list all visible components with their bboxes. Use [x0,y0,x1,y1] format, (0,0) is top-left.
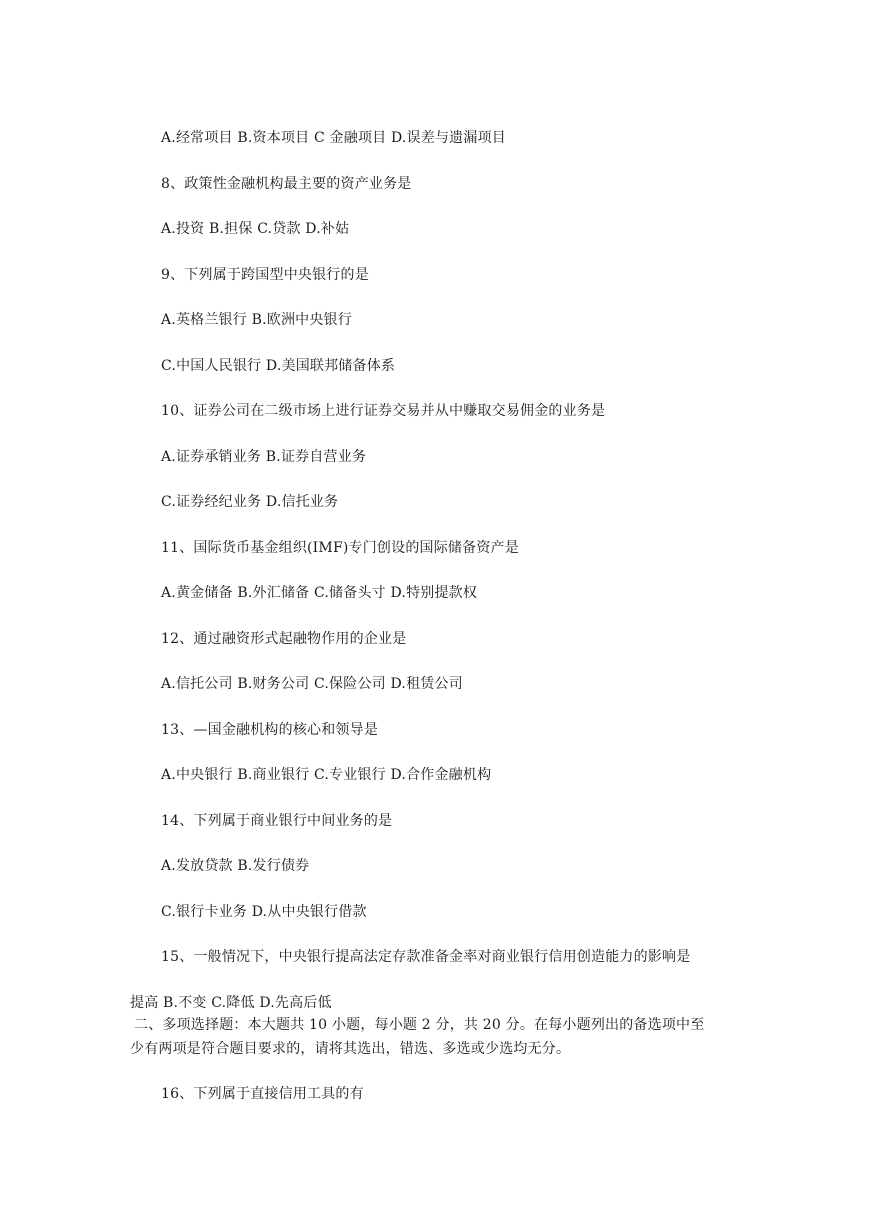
q9-options-line1: A.英格兰银行 B.欧洲中央银行 [161,312,352,328]
q8-question: 8、政策性金融机构最主要的资产业务是 [161,176,412,192]
q10-options-line1: A.证券承销业务 B.证券自营业务 [161,449,367,465]
q13-options: A.中央银行 B.商业银行 C.专业银行 D.合作金融机构 [161,767,492,783]
q10-options-line2: C.证券经纪业务 D.信托业务 [161,494,339,510]
q8-options: A.投资 B.担保 C.贷款 D.补姑 [161,221,350,237]
section2-heading-line1: 二、多项选择题：本大题共 10 小题，每小题 2 分，共 20 分。在每小题列出的备选项中至 [134,1017,705,1033]
q11-options: A.黄金储备 B.外汇储备 C.储备头寸 D.特别提款权 [161,585,478,601]
q16-question: 16、下列属于直接信用工具的有 [161,1086,364,1102]
q12-question: 12、通过融资形式起融物作用的企业是 [161,631,407,647]
q9-options-line2: C.中国人民银行 D.美国联邦储备体系 [161,358,396,374]
q11-question: 11、国际货币基金组织(IMF)专门创设的国际储备资产是 [161,540,519,556]
q9-question: 9、下列属于跨国型中央银行的是 [161,267,369,283]
q7-options: A.经常项目 B.资本项目 C 金融项目 D.误差与遗漏项目 [161,130,506,146]
q15-question: 15、一般情况下，中央银行提高法定存款准备金率对商业银行信用创造能力的影响是 [161,949,691,965]
q15-options: 提高 B.不变 C.降低 D.先高后低 [130,995,332,1011]
q10-question: 10、证券公司在二级市场上进行证券交易并从中赚取交易佣金的业务是 [161,403,606,419]
q14-options-line2: C.银行卡业务 D.从中央银行借款 [161,904,367,920]
q12-options: A.信托公司 B.财务公司 C.保险公司 D.租赁公司 [161,676,463,692]
q14-options-line1: A.发放贷款 B.发行债券 [161,858,310,874]
q14-question: 14、下列属于商业银行中间业务的是 [161,813,393,829]
q13-question: 13、—国金融机构的核心和领导是 [161,722,379,738]
section2-heading-line2: 少有两项是符合题目要求的，请将其选出，错选、多选或少选均无分。 [130,1041,571,1057]
